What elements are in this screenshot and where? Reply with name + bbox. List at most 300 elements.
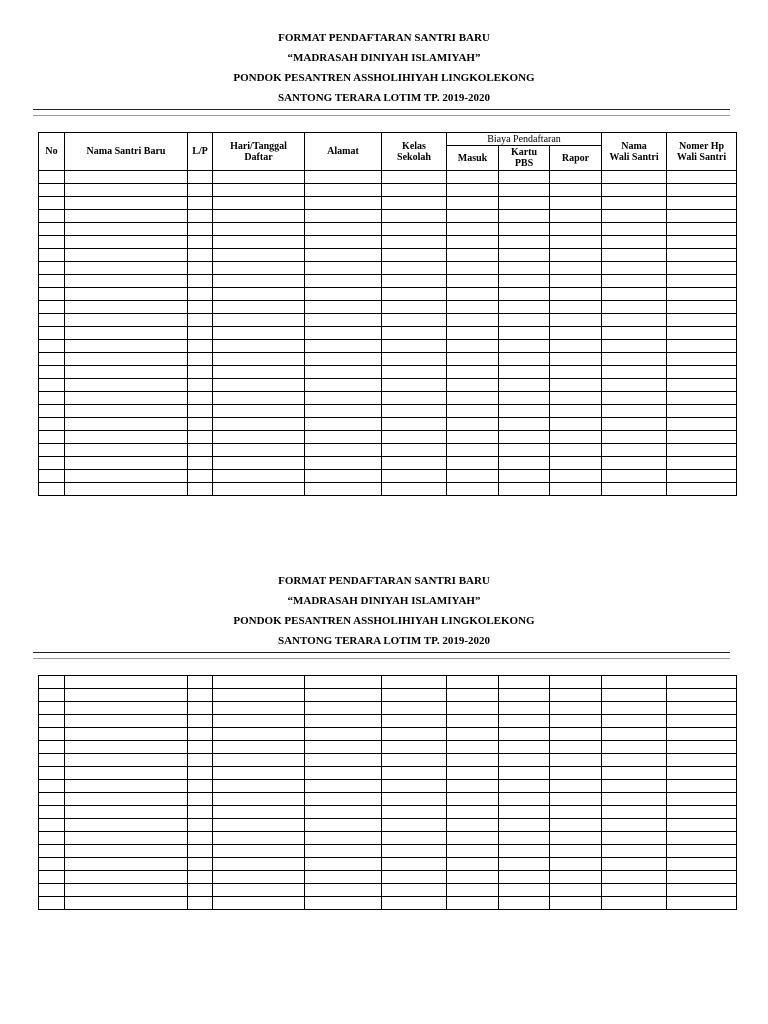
table-cell[interactable] (213, 184, 305, 197)
table-cell[interactable] (382, 483, 447, 496)
table-cell[interactable] (499, 767, 550, 780)
table-cell[interactable] (382, 470, 447, 483)
table-cell[interactable] (39, 754, 65, 767)
table-cell[interactable] (667, 858, 737, 871)
table-cell[interactable] (667, 754, 737, 767)
table-cell[interactable] (188, 392, 213, 405)
table-cell[interactable] (188, 223, 213, 236)
table-cell[interactable] (65, 340, 188, 353)
table-cell[interactable] (667, 832, 737, 845)
table-cell[interactable] (602, 418, 667, 431)
table-cell[interactable] (213, 431, 305, 444)
table-cell[interactable] (65, 171, 188, 184)
table-cell[interactable] (499, 249, 550, 262)
table-cell[interactable] (499, 171, 550, 184)
table-cell[interactable] (382, 275, 447, 288)
table-cell[interactable] (65, 288, 188, 301)
table-cell[interactable] (188, 418, 213, 431)
table-cell[interactable] (213, 457, 305, 470)
table-cell[interactable] (447, 676, 499, 689)
table-cell[interactable] (305, 431, 382, 444)
table-cell[interactable] (667, 249, 737, 262)
table-cell[interactable] (305, 210, 382, 223)
table-cell[interactable] (447, 806, 499, 819)
table-cell[interactable] (305, 301, 382, 314)
table-cell[interactable] (602, 483, 667, 496)
table-cell[interactable] (39, 715, 65, 728)
table-cell[interactable] (213, 793, 305, 806)
table-cell[interactable] (382, 327, 447, 340)
table-cell[interactable] (65, 741, 188, 754)
table-cell[interactable] (305, 288, 382, 301)
table-cell[interactable] (382, 379, 447, 392)
table-cell[interactable] (499, 314, 550, 327)
table-cell[interactable] (65, 728, 188, 741)
table-cell[interactable] (499, 806, 550, 819)
table-cell[interactable] (499, 676, 550, 689)
table-cell[interactable] (305, 754, 382, 767)
table-cell[interactable] (602, 897, 667, 910)
table-cell[interactable] (667, 184, 737, 197)
table-cell[interactable] (550, 405, 602, 418)
table-cell[interactable] (39, 379, 65, 392)
table-cell[interactable] (188, 288, 213, 301)
table-cell[interactable] (213, 689, 305, 702)
table-cell[interactable] (602, 392, 667, 405)
table-cell[interactable] (382, 431, 447, 444)
table-cell[interactable] (667, 236, 737, 249)
table-cell[interactable] (382, 871, 447, 884)
table-cell[interactable] (499, 884, 550, 897)
table-cell[interactable] (602, 676, 667, 689)
table-cell[interactable] (447, 314, 499, 327)
table-cell[interactable] (382, 353, 447, 366)
table-cell[interactable] (499, 353, 550, 366)
table-cell[interactable] (550, 288, 602, 301)
table-cell[interactable] (382, 819, 447, 832)
table-cell[interactable] (65, 236, 188, 249)
table-cell[interactable] (447, 171, 499, 184)
table-cell[interactable] (65, 897, 188, 910)
table-cell[interactable] (213, 210, 305, 223)
table-cell[interactable] (213, 767, 305, 780)
table-cell[interactable] (602, 340, 667, 353)
table-cell[interactable] (188, 793, 213, 806)
table-cell[interactable] (65, 353, 188, 366)
table-cell[interactable] (65, 210, 188, 223)
table-cell[interactable] (65, 301, 188, 314)
table-cell[interactable] (382, 715, 447, 728)
table-cell[interactable] (382, 314, 447, 327)
table-cell[interactable] (213, 845, 305, 858)
table-cell[interactable] (188, 871, 213, 884)
table-cell[interactable] (499, 288, 550, 301)
table-cell[interactable] (213, 405, 305, 418)
table-cell[interactable] (382, 236, 447, 249)
table-cell[interactable] (550, 767, 602, 780)
table-cell[interactable] (305, 236, 382, 249)
table-cell[interactable] (188, 728, 213, 741)
table-cell[interactable] (39, 197, 65, 210)
table-cell[interactable] (550, 366, 602, 379)
table-cell[interactable] (39, 327, 65, 340)
table-cell[interactable] (305, 858, 382, 871)
table-cell[interactable] (602, 689, 667, 702)
table-cell[interactable] (382, 392, 447, 405)
table-cell[interactable] (602, 754, 667, 767)
table-cell[interactable] (213, 858, 305, 871)
table-cell[interactable] (305, 702, 382, 715)
table-cell[interactable] (39, 236, 65, 249)
table-cell[interactable] (602, 249, 667, 262)
table-cell[interactable] (188, 171, 213, 184)
table-cell[interactable] (65, 767, 188, 780)
table-cell[interactable] (499, 470, 550, 483)
table-cell[interactable] (65, 845, 188, 858)
table-cell[interactable] (447, 457, 499, 470)
table-cell[interactable] (382, 184, 447, 197)
table-cell[interactable] (667, 405, 737, 418)
table-cell[interactable] (447, 327, 499, 340)
table-cell[interactable] (667, 301, 737, 314)
table-cell[interactable] (188, 444, 213, 457)
table-cell[interactable] (305, 806, 382, 819)
table-cell[interactable] (305, 405, 382, 418)
table-cell[interactable] (447, 858, 499, 871)
table-cell[interactable] (602, 702, 667, 715)
table-cell[interactable] (550, 819, 602, 832)
table-cell[interactable] (39, 184, 65, 197)
table-cell[interactable] (447, 444, 499, 457)
table-cell[interactable] (667, 728, 737, 741)
table-cell[interactable] (447, 249, 499, 262)
table-cell[interactable] (602, 288, 667, 301)
table-cell[interactable] (667, 689, 737, 702)
table-cell[interactable] (213, 314, 305, 327)
table-cell[interactable] (550, 184, 602, 197)
table-cell[interactable] (382, 418, 447, 431)
table-cell[interactable] (499, 210, 550, 223)
table-cell[interactable] (65, 780, 188, 793)
table-cell[interactable] (447, 754, 499, 767)
table-cell[interactable] (602, 741, 667, 754)
table-cell[interactable] (305, 171, 382, 184)
table-cell[interactable] (382, 197, 447, 210)
table-cell[interactable] (305, 871, 382, 884)
table-cell[interactable] (305, 379, 382, 392)
table-cell[interactable] (39, 793, 65, 806)
table-cell[interactable] (188, 470, 213, 483)
table-cell[interactable] (65, 715, 188, 728)
table-cell[interactable] (667, 702, 737, 715)
table-cell[interactable] (602, 780, 667, 793)
table-cell[interactable] (667, 806, 737, 819)
table-cell[interactable] (667, 288, 737, 301)
table-cell[interactable] (447, 184, 499, 197)
table-cell[interactable] (447, 197, 499, 210)
table-cell[interactable] (667, 340, 737, 353)
table-cell[interactable] (305, 314, 382, 327)
table-cell[interactable] (213, 702, 305, 715)
table-cell[interactable] (382, 741, 447, 754)
table-cell[interactable] (499, 392, 550, 405)
table-cell[interactable] (39, 405, 65, 418)
table-cell[interactable] (188, 301, 213, 314)
table-cell[interactable] (305, 715, 382, 728)
table-cell[interactable] (39, 845, 65, 858)
table-cell[interactable] (382, 676, 447, 689)
table-cell[interactable] (667, 197, 737, 210)
table-cell[interactable] (447, 275, 499, 288)
table-cell[interactable] (382, 845, 447, 858)
table-cell[interactable] (382, 832, 447, 845)
table-cell[interactable] (602, 845, 667, 858)
table-cell[interactable] (65, 327, 188, 340)
table-cell[interactable] (65, 457, 188, 470)
table-cell[interactable] (39, 223, 65, 236)
table-cell[interactable] (447, 210, 499, 223)
table-cell[interactable] (667, 793, 737, 806)
table-cell[interactable] (447, 379, 499, 392)
table-cell[interactable] (188, 845, 213, 858)
table-cell[interactable] (499, 184, 550, 197)
table-cell[interactable] (188, 457, 213, 470)
table-cell[interactable] (188, 405, 213, 418)
table-cell[interactable] (550, 236, 602, 249)
table-cell[interactable] (550, 262, 602, 275)
table-cell[interactable] (39, 366, 65, 379)
table-cell[interactable] (188, 832, 213, 845)
table-cell[interactable] (65, 314, 188, 327)
table-cell[interactable] (65, 418, 188, 431)
table-cell[interactable] (550, 223, 602, 236)
table-cell[interactable] (39, 689, 65, 702)
table-cell[interactable] (188, 327, 213, 340)
table-cell[interactable] (65, 793, 188, 806)
table-cell[interactable] (667, 171, 737, 184)
table-cell[interactable] (39, 858, 65, 871)
table-cell[interactable] (39, 314, 65, 327)
table-cell[interactable] (550, 845, 602, 858)
table-cell[interactable] (499, 418, 550, 431)
table-cell[interactable] (550, 314, 602, 327)
table-cell[interactable] (65, 184, 188, 197)
table-cell[interactable] (382, 340, 447, 353)
table-cell[interactable] (550, 444, 602, 457)
table-cell[interactable] (39, 767, 65, 780)
table-cell[interactable] (65, 379, 188, 392)
table-cell[interactable] (447, 884, 499, 897)
table-cell[interactable] (667, 819, 737, 832)
table-cell[interactable] (550, 197, 602, 210)
table-cell[interactable] (305, 741, 382, 754)
table-cell[interactable] (447, 689, 499, 702)
table-cell[interactable] (188, 741, 213, 754)
table-cell[interactable] (305, 832, 382, 845)
table-cell[interactable] (382, 689, 447, 702)
table-cell[interactable] (602, 223, 667, 236)
table-cell[interactable] (447, 793, 499, 806)
table-cell[interactable] (213, 483, 305, 496)
table-cell[interactable] (188, 715, 213, 728)
table-cell[interactable] (305, 457, 382, 470)
table-cell[interactable] (499, 897, 550, 910)
table-cell[interactable] (667, 741, 737, 754)
table-cell[interactable] (39, 249, 65, 262)
table-cell[interactable] (188, 379, 213, 392)
table-cell[interactable] (188, 767, 213, 780)
table-cell[interactable] (382, 780, 447, 793)
table-cell[interactable] (447, 897, 499, 910)
table-cell[interactable] (305, 884, 382, 897)
table-cell[interactable] (447, 223, 499, 236)
table-cell[interactable] (602, 715, 667, 728)
table-cell[interactable] (602, 262, 667, 275)
table-cell[interactable] (213, 197, 305, 210)
table-cell[interactable] (499, 431, 550, 444)
table-cell[interactable] (65, 676, 188, 689)
table-cell[interactable] (550, 689, 602, 702)
table-cell[interactable] (382, 754, 447, 767)
table-cell[interactable] (305, 418, 382, 431)
table-cell[interactable] (499, 728, 550, 741)
table-cell[interactable] (602, 806, 667, 819)
table-cell[interactable] (305, 275, 382, 288)
table-cell[interactable] (550, 676, 602, 689)
table-cell[interactable] (602, 728, 667, 741)
table-cell[interactable] (213, 715, 305, 728)
table-cell[interactable] (667, 676, 737, 689)
table-cell[interactable] (213, 444, 305, 457)
table-cell[interactable] (447, 262, 499, 275)
table-cell[interactable] (39, 288, 65, 301)
table-cell[interactable] (667, 223, 737, 236)
table-cell[interactable] (447, 728, 499, 741)
table-cell[interactable] (499, 379, 550, 392)
table-cell[interactable] (550, 431, 602, 444)
table-cell[interactable] (65, 819, 188, 832)
table-cell[interactable] (305, 340, 382, 353)
table-cell[interactable] (667, 314, 737, 327)
table-cell[interactable] (39, 832, 65, 845)
table-cell[interactable] (65, 806, 188, 819)
table-cell[interactable] (447, 702, 499, 715)
table-cell[interactable] (39, 897, 65, 910)
table-cell[interactable] (550, 741, 602, 754)
table-cell[interactable] (305, 197, 382, 210)
table-cell[interactable] (65, 470, 188, 483)
table-cell[interactable] (382, 288, 447, 301)
table-cell[interactable] (39, 392, 65, 405)
table-cell[interactable] (39, 444, 65, 457)
table-cell[interactable] (39, 340, 65, 353)
table-cell[interactable] (188, 262, 213, 275)
table-cell[interactable] (499, 754, 550, 767)
table-cell[interactable] (65, 832, 188, 845)
table-cell[interactable] (188, 754, 213, 767)
table-cell[interactable] (602, 793, 667, 806)
table-cell[interactable] (188, 314, 213, 327)
table-cell[interactable] (305, 676, 382, 689)
table-cell[interactable] (188, 819, 213, 832)
table-cell[interactable] (188, 780, 213, 793)
table-cell[interactable] (447, 845, 499, 858)
table-cell[interactable] (667, 210, 737, 223)
table-cell[interactable] (447, 392, 499, 405)
table-cell[interactable] (602, 353, 667, 366)
table-cell[interactable] (499, 741, 550, 754)
table-cell[interactable] (39, 275, 65, 288)
table-cell[interactable] (602, 457, 667, 470)
table-cell[interactable] (65, 366, 188, 379)
table-cell[interactable] (447, 780, 499, 793)
table-cell[interactable] (213, 897, 305, 910)
table-cell[interactable] (499, 366, 550, 379)
table-cell[interactable] (447, 431, 499, 444)
table-cell[interactable] (213, 819, 305, 832)
table-cell[interactable] (550, 301, 602, 314)
table-cell[interactable] (213, 806, 305, 819)
table-cell[interactable] (550, 871, 602, 884)
table-cell[interactable] (667, 470, 737, 483)
table-cell[interactable] (602, 366, 667, 379)
table-cell[interactable] (382, 767, 447, 780)
table-cell[interactable] (65, 702, 188, 715)
table-cell[interactable] (447, 715, 499, 728)
table-cell[interactable] (188, 884, 213, 897)
table-cell[interactable] (213, 379, 305, 392)
table-cell[interactable] (602, 884, 667, 897)
table-cell[interactable] (602, 301, 667, 314)
table-cell[interactable] (602, 327, 667, 340)
table-cell[interactable] (550, 327, 602, 340)
table-cell[interactable] (667, 767, 737, 780)
table-cell[interactable] (39, 353, 65, 366)
table-cell[interactable] (305, 353, 382, 366)
table-cell[interactable] (305, 845, 382, 858)
table-cell[interactable] (305, 819, 382, 832)
table-cell[interactable] (602, 314, 667, 327)
table-cell[interactable] (602, 470, 667, 483)
table-cell[interactable] (550, 715, 602, 728)
table-cell[interactable] (65, 405, 188, 418)
table-cell[interactable] (499, 301, 550, 314)
table-cell[interactable] (550, 793, 602, 806)
table-cell[interactable] (602, 819, 667, 832)
table-cell[interactable] (602, 275, 667, 288)
table-cell[interactable] (382, 444, 447, 457)
table-cell[interactable] (602, 197, 667, 210)
table-cell[interactable] (188, 676, 213, 689)
table-cell[interactable] (188, 897, 213, 910)
table-cell[interactable] (213, 236, 305, 249)
table-cell[interactable] (65, 275, 188, 288)
table-cell[interactable] (188, 366, 213, 379)
table-cell[interactable] (499, 689, 550, 702)
table-cell[interactable] (499, 793, 550, 806)
table-cell[interactable] (39, 418, 65, 431)
table-cell[interactable] (667, 262, 737, 275)
table-cell[interactable] (305, 689, 382, 702)
table-cell[interactable] (382, 897, 447, 910)
table-cell[interactable] (39, 171, 65, 184)
table-cell[interactable] (65, 444, 188, 457)
table-cell[interactable] (550, 483, 602, 496)
table-cell[interactable] (550, 340, 602, 353)
table-cell[interactable] (667, 871, 737, 884)
table-cell[interactable] (39, 431, 65, 444)
table-cell[interactable] (305, 793, 382, 806)
